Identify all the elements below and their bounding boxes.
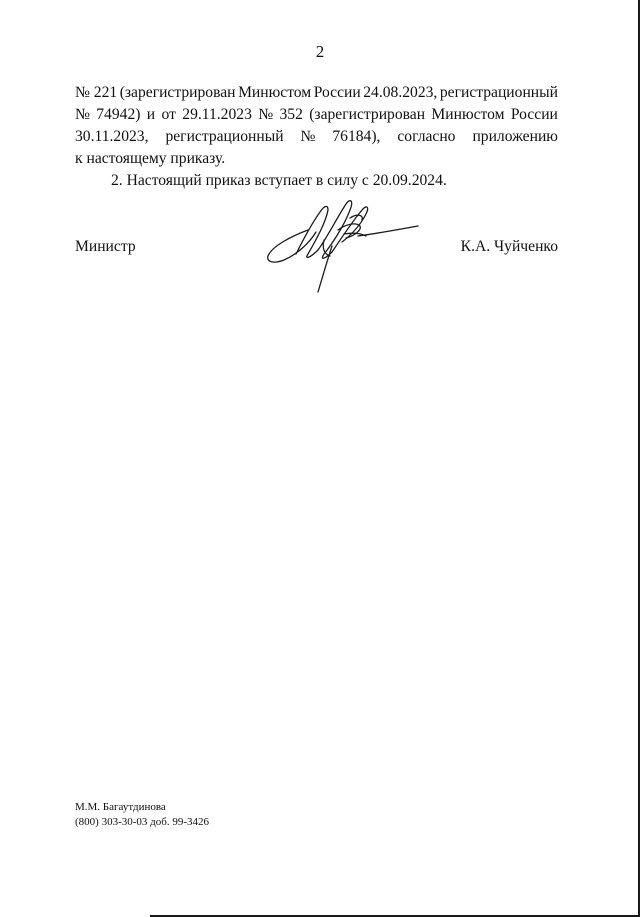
- word: от: [161, 106, 176, 123]
- body-line-3: [75, 126, 558, 148]
- word: №: [75, 106, 90, 123]
- word: согласно: [397, 128, 456, 145]
- word: России: [313, 84, 361, 101]
- handwritten-signature: [262, 196, 422, 296]
- executor-phone: (800) 303-30-03 доб. 99-3426: [75, 816, 210, 828]
- word: 76184),: [332, 128, 381, 145]
- word: и: [146, 106, 156, 123]
- body-line-4: к настоящему приказу.: [75, 150, 226, 167]
- body-line-1: [75, 82, 558, 104]
- word: №: [300, 128, 316, 145]
- word: России: [510, 106, 558, 123]
- executor-name: М.М. Багаутдинова: [75, 801, 166, 813]
- word: регистрационный: [439, 84, 558, 101]
- word: 352: [279, 106, 303, 123]
- word: № 221: [75, 84, 118, 101]
- word: 30.11.2023,: [75, 128, 149, 145]
- word: Минюстом: [431, 106, 505, 123]
- page-number: 2: [315, 42, 325, 61]
- signatory-name: К.А. Чуйченко: [460, 238, 558, 255]
- word: Минюстом: [238, 84, 312, 101]
- word: регистрационный: [165, 128, 284, 145]
- word: 74942): [96, 106, 141, 123]
- executor-info: [75, 800, 209, 830]
- signatory-title: Министр: [75, 238, 136, 255]
- word: (зарегистрирован: [309, 106, 426, 123]
- word: №: [258, 106, 274, 123]
- paragraph-2: 2. Настоящий приказ вступает в силу с 20.09.2024.: [111, 172, 447, 189]
- word: 24.08.2023,: [363, 84, 438, 101]
- body-line-2: [75, 104, 558, 126]
- word: 29.11.2023: [182, 106, 252, 123]
- word: приложению: [472, 128, 558, 145]
- word: (зарегистрирован: [119, 84, 236, 101]
- document-body: [75, 82, 558, 192]
